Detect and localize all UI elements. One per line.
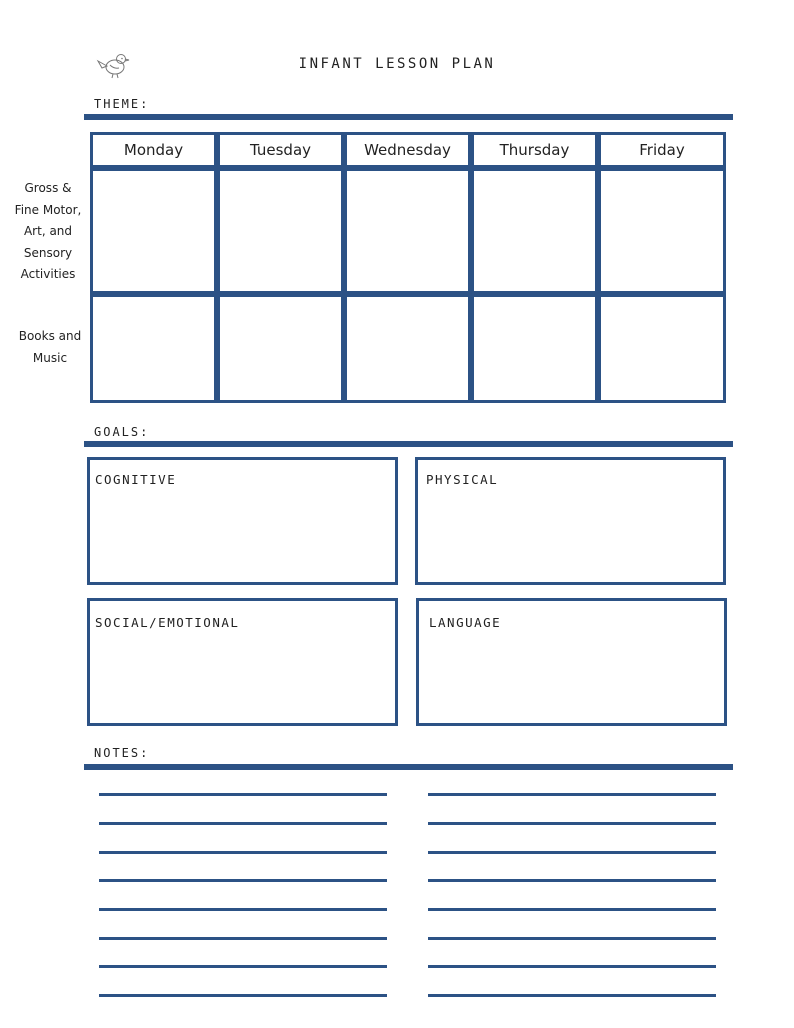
books-cell-friday[interactable] (598, 294, 726, 403)
note-line[interactable] (99, 908, 387, 911)
note-line[interactable] (428, 822, 716, 825)
note-line[interactable] (99, 937, 387, 940)
note-line[interactable] (99, 965, 387, 968)
goal-label-language: LANGUAGE (429, 615, 502, 630)
theme-label: THEME: (94, 97, 150, 111)
note-line[interactable] (428, 793, 716, 796)
theme-rule (84, 114, 733, 120)
books-cell-tuesday[interactable] (217, 294, 344, 403)
note-line[interactable] (428, 965, 716, 968)
activity-cell-wednesday[interactable] (344, 168, 471, 294)
note-line[interactable] (428, 908, 716, 911)
goal-box-cognitive[interactable] (87, 457, 398, 585)
note-line[interactable] (99, 793, 387, 796)
notes-rule (84, 764, 733, 770)
books-cell-thursday[interactable] (471, 294, 598, 403)
activity-cell-friday[interactable] (598, 168, 726, 294)
note-line[interactable] (428, 994, 716, 997)
note-line[interactable] (99, 851, 387, 854)
goals-label: GOALS: (94, 425, 150, 439)
note-line[interactable] (428, 851, 716, 854)
goal-box-social-emotional[interactable] (87, 598, 398, 726)
goal-box-language[interactable] (416, 598, 727, 726)
goal-box-physical[interactable] (415, 457, 726, 585)
books-cell-monday[interactable] (90, 294, 217, 403)
day-header-thursday: Thursday (471, 132, 598, 168)
note-line[interactable] (99, 994, 387, 997)
goal-label-social-emotional: SOCIAL/EMOTIONAL (95, 615, 240, 630)
note-line[interactable] (428, 879, 716, 882)
goal-label-physical: PHYSICAL (426, 472, 499, 487)
activity-cell-monday[interactable] (90, 168, 217, 294)
goal-label-cognitive: COGNITIVE (95, 472, 177, 487)
activity-cell-tuesday[interactable] (217, 168, 344, 294)
books-cell-wednesday[interactable] (344, 294, 471, 403)
activity-cell-thursday[interactable] (471, 168, 598, 294)
page-title: INFANT LESSON PLAN (298, 56, 496, 72)
goals-rule (84, 441, 733, 447)
note-line[interactable] (428, 937, 716, 940)
note-line[interactable] (99, 822, 387, 825)
day-header-wednesday: Wednesday (344, 132, 471, 168)
row-label-books: Books and Music (18, 329, 82, 365)
day-header-friday: Friday (598, 132, 726, 168)
day-header-tuesday: Tuesday (217, 132, 344, 168)
row-label-activities: Gross & Fine Motor, Art, and Sensory Activities (14, 181, 82, 281)
note-line[interactable] (99, 879, 387, 882)
day-header-monday: Monday (90, 132, 217, 168)
notes-label: NOTES: (94, 746, 150, 760)
